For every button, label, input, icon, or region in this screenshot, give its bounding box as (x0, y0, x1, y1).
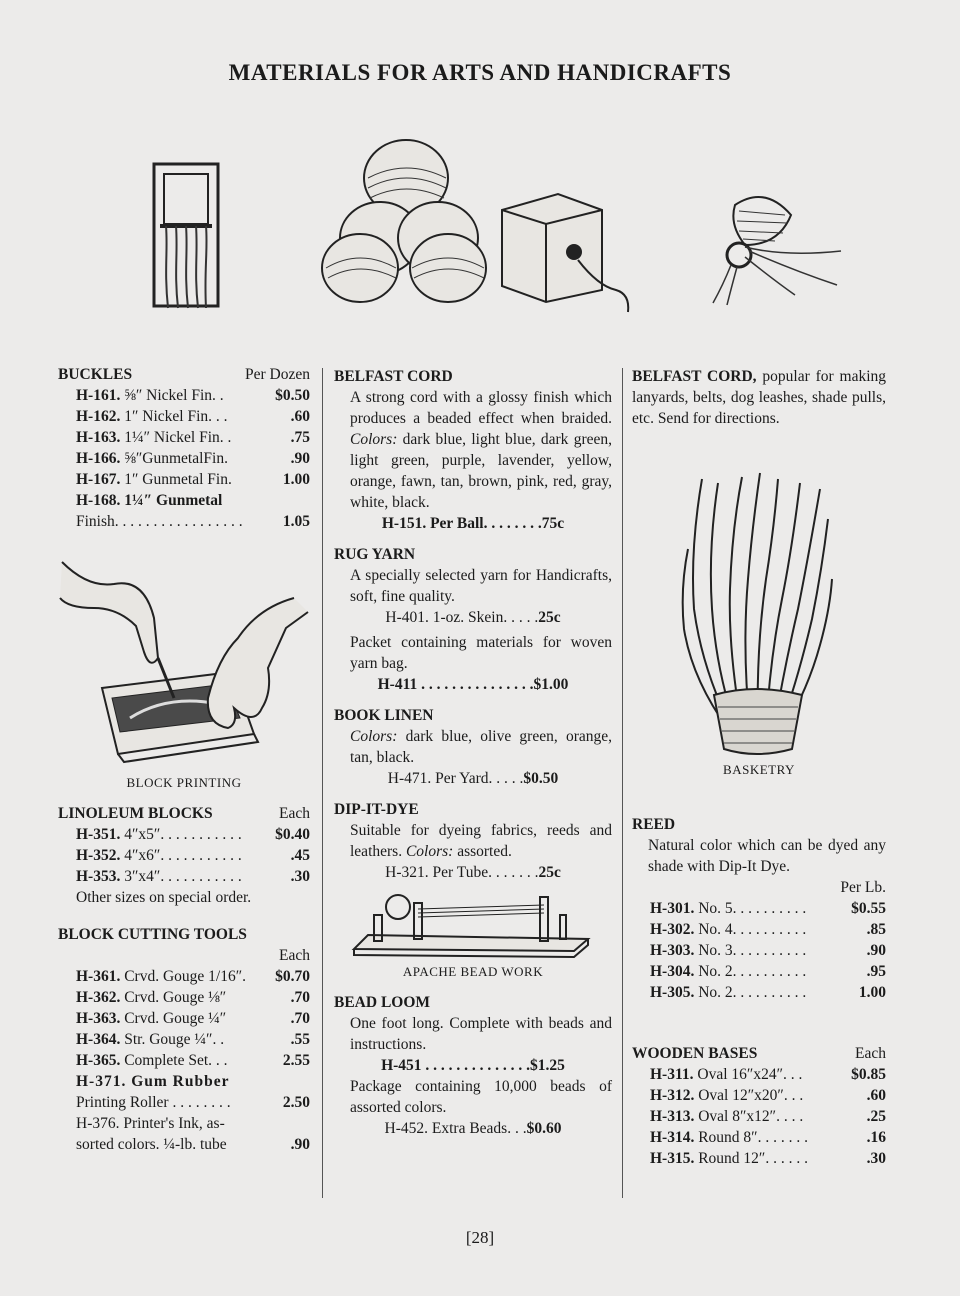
base-row (632, 1148, 886, 1169)
item-desc: 4″x5″. . . . . . . . . . . (124, 826, 242, 843)
item-price: 1.00 (858, 984, 886, 1001)
item-price: .70 (290, 1010, 310, 1027)
item-price: .30 (866, 1150, 886, 1167)
item-desc: Oval 16″x24″. . . (697, 1066, 803, 1083)
linoleum-row (58, 824, 310, 845)
item-price: $0.40 (275, 826, 310, 843)
reed-row (632, 982, 886, 1003)
colors-label: Colors: (405, 843, 454, 860)
item-price: 2.50 (282, 1094, 310, 1111)
item-desc: H-151. Per Ball. . . . . . . . (381, 515, 542, 532)
loom-text: One foot long. Complete with beads and instructions. (350, 1015, 612, 1053)
base-row (632, 1085, 886, 1106)
tool-row (58, 987, 310, 1008)
belfast-description (334, 387, 612, 513)
buckle-168-line1: H-168. 1¼″ Gunmetal (76, 492, 223, 509)
tool-row (58, 1008, 310, 1029)
linoleum-header (58, 803, 310, 824)
item-code: H-311. (650, 1066, 694, 1083)
item-code: H-313. (650, 1108, 695, 1125)
item-desc: Str. Gouge ¼″. . (124, 1031, 225, 1048)
item-price: $1.25 (530, 1057, 565, 1074)
item-price: $0.50 (523, 770, 559, 787)
item-desc: H-411 . . . . . . . . . . . . . . . (377, 676, 534, 693)
reed-row (632, 940, 886, 961)
belfast-heading: BELFAST CORD (334, 368, 453, 385)
item-price: .95 (866, 963, 886, 980)
base-row (632, 1064, 886, 1085)
bead-caption: APACHE BEAD WORK (402, 964, 544, 979)
linoleum-unit: Each (279, 805, 310, 822)
item-code: H-364. (76, 1031, 121, 1048)
page-number: [28] (465, 1228, 495, 1247)
reed-text: Natural color which can be dyed any shade with Dip-It Dye. (648, 837, 886, 875)
item-price: 1.00 (282, 471, 310, 488)
rug-item1 (334, 607, 612, 628)
item-code: H-162. (76, 408, 121, 425)
item-price: $0.85 (851, 1066, 886, 1083)
column-middle (334, 366, 612, 1139)
item-code: H-301. (650, 900, 695, 917)
item-desc: H-321. Per Tube. . . . . . . (385, 864, 539, 881)
item-desc: 4″x6″. . . . . . . . . . . (124, 847, 242, 864)
item-price: $0.60 (526, 1120, 562, 1137)
buckle-row (58, 469, 310, 490)
item-code: H-312. (650, 1087, 695, 1104)
item-desc: No. 2. . . . . . . . . . (698, 984, 807, 1001)
item-desc: ⅝″ Nickel Fin. . (124, 387, 224, 404)
item-desc: sorted colors. ¼-lb. tube (76, 1136, 227, 1153)
loom-heading: BEAD LOOM (334, 994, 431, 1011)
item-desc: Round 12″. . . . . . (698, 1150, 809, 1167)
bases-header (632, 1043, 886, 1064)
column-rule-right (622, 368, 623, 1198)
item-price: .25 (866, 1108, 886, 1125)
buckles-header (58, 364, 310, 385)
item-price: .60 (290, 408, 310, 425)
item-price: 25c (538, 609, 561, 626)
item-code: H-163. (76, 429, 121, 446)
reed-row (632, 898, 886, 919)
colors-label: Colors: (350, 728, 398, 745)
item-price: $0.55 (851, 900, 886, 917)
item-code: H-362. (76, 989, 121, 1006)
linen-color-list: dark blue, olive green, orange, tan, black. (350, 728, 613, 766)
tool-371-line1: H-371. Gum Rubber (76, 1073, 230, 1090)
buckle-row (58, 448, 310, 469)
item-desc: Crvd. Gouge ¼″ (124, 1010, 227, 1027)
item-desc: Round 8″. . . . . . . (698, 1129, 809, 1146)
item-code: H-167. (76, 471, 121, 488)
item-desc: 1″ Nickel Fin. . . (124, 408, 228, 425)
linoleum-row (58, 845, 310, 866)
linoleum-heading: LINOLEUM BLOCKS (58, 805, 213, 822)
item-price: $0.50 (275, 387, 310, 404)
item-price: .45 (290, 847, 310, 864)
item-price: .60 (866, 1087, 886, 1104)
belfast2-text (632, 366, 886, 429)
colors-label: Colors: (350, 431, 398, 448)
buckles-heading: BUCKLES (58, 366, 133, 383)
item-desc: Crvd. Gouge ⅛″ (124, 989, 227, 1006)
item-desc: H-451 . . . . . . . . . . . . . . (381, 1057, 531, 1074)
item-price: .30 (290, 868, 310, 885)
item-code: H-314. (650, 1129, 695, 1146)
column-left (58, 364, 310, 1155)
rug-text2: Packet containing materials for woven yarn bag. (350, 634, 612, 672)
buckle-row (58, 427, 310, 448)
buckle-row (58, 406, 310, 427)
item-price: .16 (866, 1129, 886, 1146)
buckle-row (58, 385, 310, 406)
bases-heading: WOODEN BASES (632, 1045, 758, 1062)
tool-376-line1: H-376. Printer's Ink, as- (76, 1115, 225, 1132)
item-desc: Oval 8″x12″. . . . (698, 1108, 804, 1125)
block-printing-caption: BLOCK PRINTING (126, 775, 242, 790)
item-price: .85 (866, 921, 886, 938)
item-code: H-315. (650, 1150, 695, 1167)
dye-color-list: assorted. (457, 843, 512, 860)
loom-text2: Package containing 10,000 beads of assorted colors. (350, 1078, 612, 1116)
item-price: $1.00 (533, 676, 569, 693)
item-desc: Printing Roller . . . . . . . . (76, 1094, 231, 1111)
linen-heading: BOOK LINEN (334, 707, 434, 724)
basketry-illustration (632, 469, 886, 759)
column-rule-left (322, 368, 323, 1198)
linen-colors (334, 726, 612, 768)
tool-row (58, 1050, 310, 1071)
item-price: .55 (290, 1031, 310, 1048)
belfast-item (334, 513, 612, 534)
basketry-caption: BASKETRY (723, 762, 795, 777)
reed-row (632, 919, 886, 940)
item-desc: 3″x4″. . . . . . . . . . . (124, 868, 242, 885)
dye-heading: DIP-IT-DYE (334, 801, 419, 818)
belfast2-heading: BELFAST CORD, (632, 368, 757, 385)
item-price: .75 (290, 429, 310, 446)
reed-heading: REED (632, 816, 676, 833)
item-desc: Oval 12″x20″. . . (698, 1087, 804, 1104)
cord-balls-illustration (318, 128, 494, 306)
lanyard-knot-illustration (705, 185, 845, 310)
item-desc: H-401. 1-oz. Skein. . . . . (385, 609, 539, 626)
item-price: .70 (290, 989, 310, 1006)
rug-heading: RUG YARN (334, 546, 416, 563)
item-price: .90 (290, 1136, 310, 1153)
linoleum-note: Other sizes on special order. (76, 889, 252, 906)
item-desc: 1¼″ Nickel Fin. . (124, 429, 232, 446)
tools-heading: BLOCK CUTTING TOOLS (58, 926, 247, 943)
reed-unit: Per Lb. (840, 879, 886, 896)
item-price: 75c (541, 515, 565, 532)
item-desc: Crvd. Gouge 1/16″. (124, 968, 247, 985)
rug-item2 (334, 674, 612, 695)
item-price: $0.70 (275, 968, 310, 985)
item-code: H-166. (76, 450, 121, 467)
loom-item1 (334, 1055, 612, 1076)
item-code: H-161. (76, 387, 121, 404)
belfast-text: A strong cord with a glossy finish which produces a beaded effect when braided. (350, 389, 612, 427)
buckle-illustration (150, 160, 222, 310)
bead-loom-illustration (334, 891, 612, 961)
item-desc: No. 3. . . . . . . . . . (698, 942, 807, 959)
dye-text (334, 820, 612, 862)
base-row (632, 1106, 886, 1127)
item-code: H-361. (76, 968, 121, 985)
item-desc: No. 4. . . . . . . . . . (698, 921, 807, 938)
belfast2-description: popular for making lanyards, belts, dog leashes, shade pulls, etc. Send for directions. (632, 368, 886, 427)
linen-item (334, 768, 612, 789)
belfast-colors: dark blue, light blue, dark green, light green, purple, lavender, yellow, orange, fawn, tan, brown, pink, red, gray, white, black. (350, 431, 613, 511)
item-desc: Finish. . . . . . . . . . . . . . . . . (76, 513, 243, 530)
item-code: H-353. (76, 868, 121, 885)
loom-item2 (334, 1118, 612, 1139)
dye-item (334, 862, 612, 883)
base-row (632, 1127, 886, 1148)
item-price: 2.55 (282, 1052, 310, 1069)
item-desc: H-452. Extra Beads. . . (384, 1120, 527, 1137)
dye-description: Suitable for dyeing fabrics, reeds and leathers. (350, 822, 612, 860)
item-desc: ⅝″GunmetalFin. (124, 450, 228, 467)
item-price: .90 (290, 450, 310, 467)
buckles-unit: Per Dozen (245, 366, 310, 383)
buckle-168-line2 (58, 511, 310, 532)
tool-row (58, 1029, 310, 1050)
item-price: .90 (866, 942, 886, 959)
item-code: H-363. (76, 1010, 121, 1027)
reed-row (632, 961, 886, 982)
item-desc: Complete Set. . . (124, 1052, 228, 1069)
page-title: MATERIALS FOR ARTS AND HANDICRAFTS (228, 60, 732, 85)
linoleum-row (58, 866, 310, 887)
item-code: H-352. (76, 847, 121, 864)
bases-unit: Each (855, 1045, 886, 1062)
item-desc: No. 2. . . . . . . . . . (698, 963, 807, 980)
item-price: 25c (538, 864, 561, 881)
cord-box-illustration (498, 190, 638, 320)
item-desc: H-471. Per Yard. . . . . (387, 770, 524, 787)
item-code: H-303. (650, 942, 695, 959)
item-code: H-302. (650, 921, 695, 938)
item-code: H-305. (650, 984, 695, 1001)
tool-376-line2 (58, 1134, 310, 1155)
item-code: H-365. (76, 1052, 121, 1069)
rug-text: A specially selected yarn for Handicrafts, soft, fine quality. (350, 567, 612, 605)
item-code: H-351. (76, 826, 121, 843)
tool-371-line2 (58, 1092, 310, 1113)
tools-unit: Each (279, 947, 310, 964)
tool-row (58, 966, 310, 987)
item-desc: No. 5. . . . . . . . . . (698, 900, 807, 917)
column-right (632, 366, 886, 1169)
item-desc: 1″ Gunmetal Fin. (124, 471, 232, 488)
item-price: 1.05 (282, 513, 310, 530)
item-code: H-304. (650, 963, 695, 980)
block-printing-illustration (58, 548, 310, 768)
